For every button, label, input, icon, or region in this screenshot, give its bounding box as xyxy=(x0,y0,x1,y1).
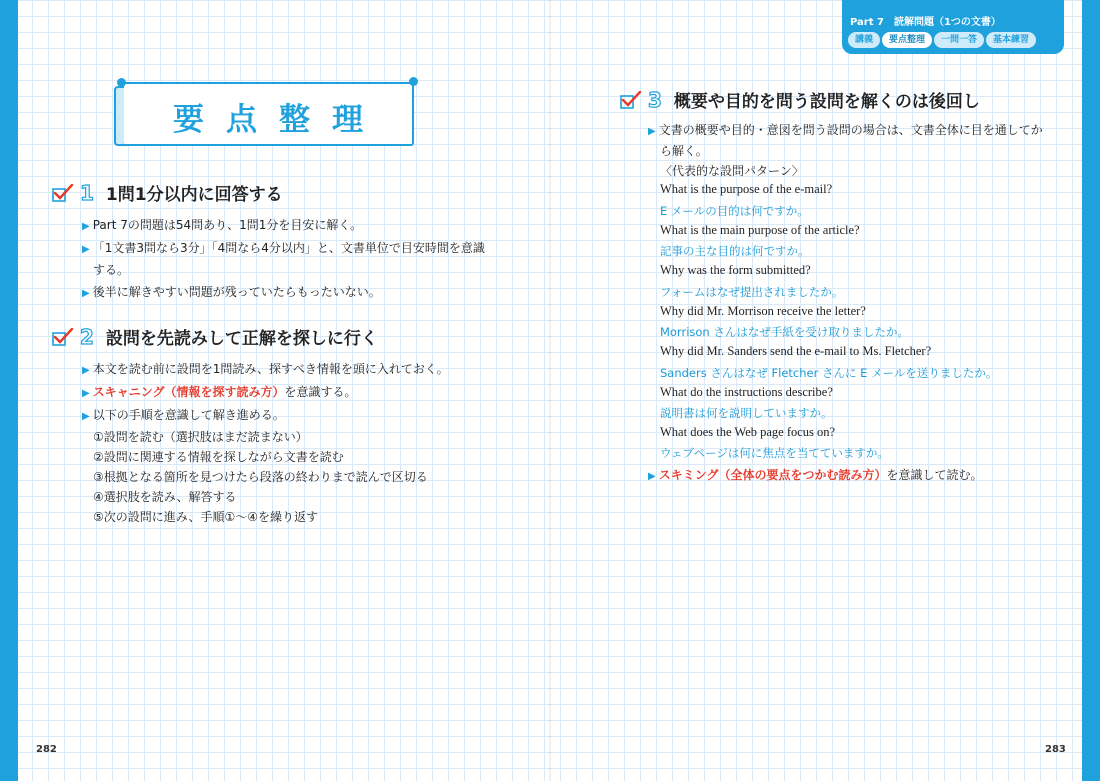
banner-pin-icon xyxy=(117,78,126,87)
question-en: What is the main purpose of the article? xyxy=(660,223,860,237)
checkbox-check-icon xyxy=(52,328,74,346)
section-number: 1 xyxy=(80,180,94,205)
bullet-line: ▶ 後半に解きやすい問題が残っていたらもったいない。 xyxy=(82,285,381,299)
section-1-heading xyxy=(52,180,283,205)
right-edge-bar xyxy=(1082,0,1100,781)
question-jp: Morrison さんはなぜ手紙を受け取りましたか。 xyxy=(660,325,909,339)
bullet-line: ▶ Part 7の問題は54問あり、1問1分を目安に解く。 xyxy=(82,218,363,232)
bullet-triangle-icon: ▶ xyxy=(648,471,656,482)
page-number-left: 282 xyxy=(36,744,57,755)
question-jp: 説明書は何を説明していますか。 xyxy=(660,406,833,420)
bullet-line: ▶ 文書の概要や目的・意図を問う設問の場合は、文書全体に目を通してか xyxy=(648,123,1043,137)
question-jp: Sanders さんはなぜ Fletcher さんに E メールを送りましたか。 xyxy=(660,366,998,380)
part-title: Part 7 読解問題（1つの文書） xyxy=(850,17,1001,28)
nav-item-summary[interactable]: 要点整理 xyxy=(882,32,932,48)
question-en: What is the purpose of the e-mail? xyxy=(660,182,833,196)
bullet-line: ▶ スキミング（全体の要点をつかむ読み方）を意識して読む。 xyxy=(648,468,983,482)
question-en: Why did Mr. Sanders send the e-mail to Ms. Fletcher? xyxy=(660,344,932,358)
section-title: 1問1分以内に回答する xyxy=(105,185,283,205)
banner-fold xyxy=(114,86,124,146)
bullet-line: ▶ 本文を読む前に設問を1問読み、探すべき情報を頭に入れておく。 xyxy=(82,362,449,376)
banner-pin-icon xyxy=(409,77,418,86)
bullet-triangle-icon: ▶ xyxy=(648,126,656,137)
page-gutter xyxy=(549,0,551,781)
bullet-triangle-icon: ▶ xyxy=(82,388,90,399)
title-banner xyxy=(122,82,414,146)
section-3-heading xyxy=(620,87,980,112)
question-en: Why was the form submitted? xyxy=(660,263,811,277)
section-number: 2 xyxy=(80,324,94,349)
bullet-line: ▶ 以下の手順を意識して解き進める。 xyxy=(82,408,285,422)
question-en: What do the instructions describe? xyxy=(660,385,833,399)
scanning-emphasis: スキャニング（情報を探す読み方） xyxy=(92,385,285,399)
skimming-emphasis: スキミング（全体の要点をつかむ読み方） xyxy=(658,468,887,482)
section-number: 3 xyxy=(648,87,662,112)
bullet-triangle-icon: ▶ xyxy=(82,288,90,299)
bullet-line: ▶ スキャニング（情報を探す読み方）を意識する。 xyxy=(82,385,357,399)
checkbox-check-icon xyxy=(620,91,642,109)
step-item: ①設問を読む（選択肢はまだ読まない） xyxy=(93,430,308,444)
left-edge-bar xyxy=(0,0,18,781)
page-number-right: 283 xyxy=(1045,744,1066,755)
step-item: ④選択肢を読み、解答する xyxy=(93,490,237,504)
bullet-line-continued: ら解く。 xyxy=(660,144,708,158)
question-jp: ウェブページは何に焦点を当てていますか。 xyxy=(660,446,889,460)
question-jp: E メールの目的は何ですか。 xyxy=(660,204,809,218)
question-en: What does the Web page focus on? xyxy=(660,425,836,439)
part-nav xyxy=(848,32,1038,48)
step-item: ②設問に関連する情報を探しながら文書を読む xyxy=(93,450,344,464)
bullet-line: ▶ 「1文書3問なら3分」「4問なら4分以内」と、文書単位で目安時間を意識 xyxy=(82,241,485,255)
question-jp: 記事の主な目的は何ですか。 xyxy=(660,244,810,258)
bullet-triangle-icon: ▶ xyxy=(82,365,90,376)
question-en: Why did Mr. Morrison receive the letter? xyxy=(660,304,866,318)
bullet-line-continued: する。 xyxy=(93,263,130,277)
checkbox-check-icon xyxy=(52,184,74,202)
section-title: 概要や目的を問う設問を解くのは後回し xyxy=(673,92,980,112)
bullet-triangle-icon: ▶ xyxy=(82,221,90,232)
part-header-tab xyxy=(842,0,1064,54)
step-item: ③根拠となる箇所を見つけたら段落の終わりまで読んで区切る xyxy=(93,470,428,484)
nav-item-qa[interactable]: 一問一答 xyxy=(934,32,984,48)
bullet-triangle-icon: ▶ xyxy=(82,411,90,422)
page-title: 要点整理 xyxy=(173,102,385,138)
step-item: ⑤次の設問に進み、手順①～④を繰り返す xyxy=(93,510,318,524)
section-2-heading xyxy=(52,324,378,349)
nav-item-practice[interactable]: 基本練習 xyxy=(986,32,1036,48)
bullet-triangle-icon: ▶ xyxy=(82,244,90,255)
pattern-label: 〈代表的な設問パターン〉 xyxy=(660,164,804,178)
question-jp: フォームはなぜ提出されましたか。 xyxy=(660,285,844,299)
section-title: 設問を先読みして正解を探しに行く xyxy=(105,329,378,349)
nav-item-lecture[interactable]: 講義 xyxy=(848,32,880,48)
